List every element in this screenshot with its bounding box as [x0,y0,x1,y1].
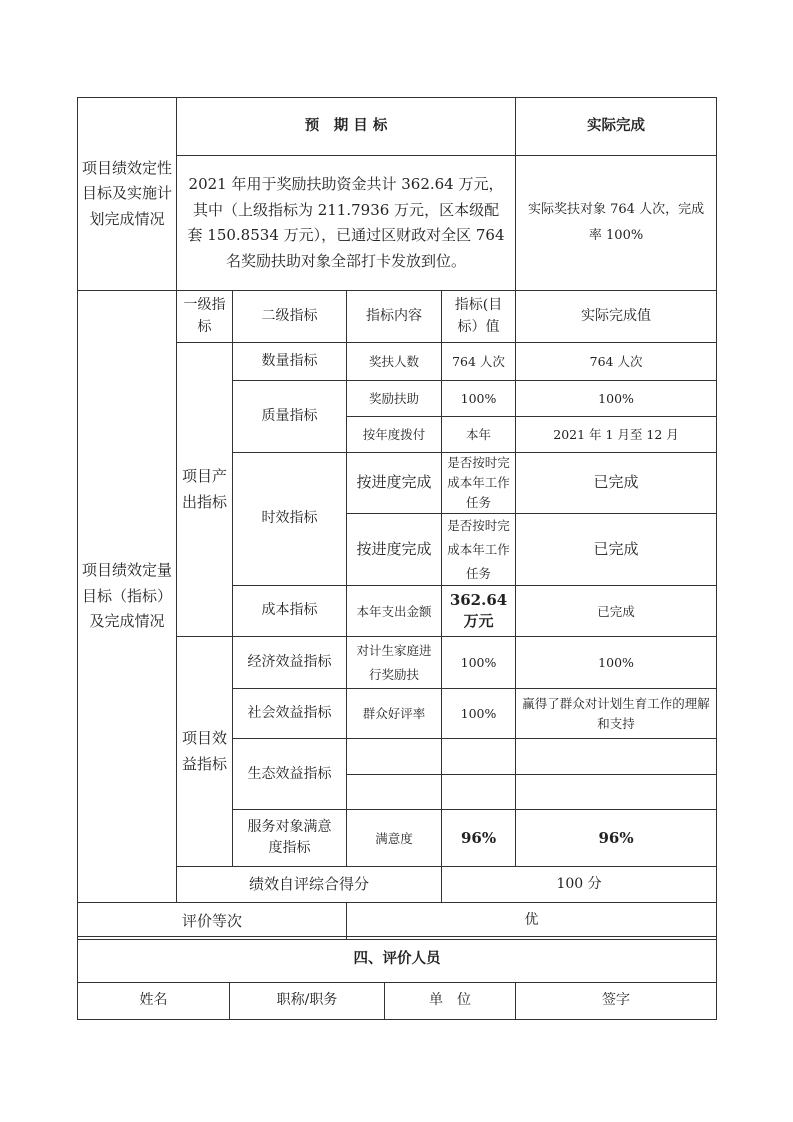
empty-cell [516,775,717,810]
target-cell: 是否按时完成本年工作任务 [442,453,516,514]
benefit-group: 项目效益指标 [177,637,233,867]
l2-cell: 社会效益指标 [233,689,347,739]
header-name: 姓名 [78,983,230,1020]
actual-header: 实际完成 [516,98,717,156]
target-cell: 100% [442,637,516,689]
score-value: 100 分 [442,867,717,903]
expected-text: 2021 年用于奖励扶助资金共计 362.64 万元，其中（上级指标为 211.7936 万元，区本级配套 150.8534 万元），已通过区财政对全区 764 名奖励扶助对象全部打卡发放到位。 [177,156,516,291]
empty-cell [516,739,717,775]
l2-cell: 数量指标 [233,343,347,381]
grade-value: 优 [347,903,717,940]
target-cell: 100% [442,381,516,417]
header-content: 指标内容 [347,291,442,343]
actual-text: 实际奖扶对象 764 人次，完成率 100% [516,156,717,291]
header-unit: 单 位 [385,983,516,1020]
evaluators-title: 四、评价人员 [78,937,717,983]
quantitative-label: 项目绩效定量目标（指标）及完成情况 [78,291,177,903]
actual-cell: 已完成 [516,453,717,514]
l2-cell: 时效指标 [233,453,347,586]
l2-cell: 经济效益指标 [233,637,347,689]
content-cell: 本年支出金额 [347,586,442,637]
actual-cell: 已完成 [516,586,717,637]
actual-cell: 100% [516,637,717,689]
content-cell: 按进度完成 [347,514,442,586]
content-cell: 奖扶人数 [347,343,442,381]
l2-cell: 成本指标 [233,586,347,637]
actual-cell: 已完成 [516,514,717,586]
header-signature: 签字 [516,983,717,1020]
target-cell: 本年 [442,417,516,453]
content-cell: 按进度完成 [347,453,442,514]
output-group: 项目产出指标 [177,343,233,637]
header-l2: 二级指标 [233,291,347,343]
content-cell: 群众好评率 [347,689,442,739]
qualitative-label: 项目绩效定性目标及实施计划完成情况 [78,98,177,291]
actual-cell: 2021 年 1 月至 12 月 [516,417,717,453]
empty-cell [347,775,442,810]
l2-cell: 服务对象满意度指标 [233,810,347,867]
empty-cell [442,739,516,775]
l2-cell: 质量指标 [233,381,347,453]
header-actual: 实际完成值 [516,291,717,343]
target-cell: 362.64 万元 [442,586,516,637]
target-cell: 764 人次 [442,343,516,381]
actual-cell: 100% [516,381,717,417]
target-cell: 96% [442,810,516,867]
evaluation-table [77,97,717,940]
actual-cell: 96% [516,810,717,867]
header-l1: 一级指标 [177,291,233,343]
empty-cell [442,775,516,810]
content-cell: 按年度拨付 [347,417,442,453]
expected-header: 预 期 目 标 [177,98,516,156]
l2-cell: 生态效益指标 [233,739,347,810]
target-cell: 100% [442,689,516,739]
target-cell: 是否按时完成本年工作任务 [442,514,516,586]
grade-label: 评价等次 [78,903,347,940]
actual-cell: 764 人次 [516,343,717,381]
empty-cell [347,739,442,775]
content-cell: 对计生家庭进行奖励扶 [347,637,442,689]
header-target: 指标(目标）值 [442,291,516,343]
header-title: 职称/职务 [230,983,385,1020]
actual-cell: 赢得了群众对计划生育工作的理解和支持 [516,689,717,739]
evaluators-table [77,936,717,1020]
score-label: 绩效自评综合得分 [177,867,442,903]
content-cell: 奖励扶助 [347,381,442,417]
content-cell: 满意度 [347,810,442,867]
